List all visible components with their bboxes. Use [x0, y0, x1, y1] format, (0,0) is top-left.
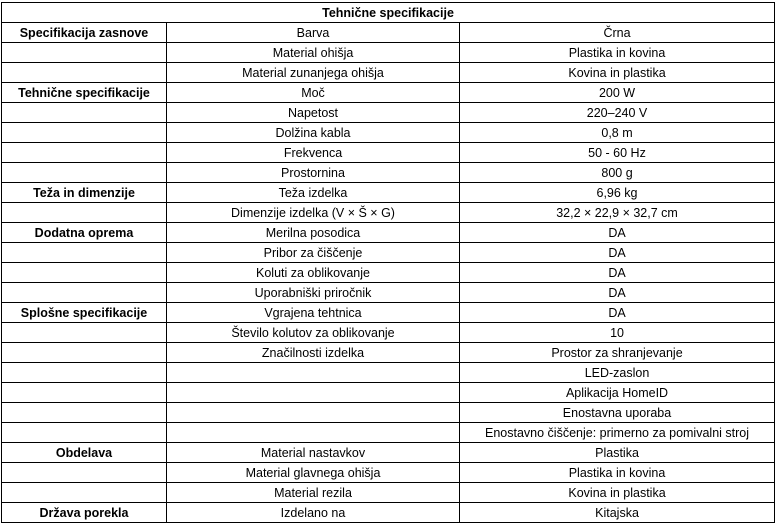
category-cell — [2, 323, 167, 343]
value-cell: DA — [460, 243, 775, 263]
value-cell: 200 W — [460, 83, 775, 103]
table-row — [2, 463, 775, 483]
table-row — [2, 343, 775, 363]
value-cell: DA — [460, 263, 775, 283]
table-row — [2, 403, 775, 423]
value-cell: 32,2 × 22,9 × 32,7 cm — [460, 203, 775, 223]
value-cell: 50 - 60 Hz — [460, 143, 775, 163]
property-cell — [167, 403, 460, 423]
table-row — [2, 123, 775, 143]
value-cell: 6,96 kg — [460, 183, 775, 203]
property-cell: Frekvenca — [167, 143, 460, 163]
property-cell: Barva — [167, 23, 460, 43]
category-cell — [2, 143, 167, 163]
table-header-row — [2, 3, 775, 23]
category-cell — [2, 383, 167, 403]
table-row — [2, 443, 775, 463]
category-cell — [2, 63, 167, 83]
category-cell: Specifikacija zasnove — [2, 23, 167, 43]
property-cell: Moč — [167, 83, 460, 103]
property-cell — [167, 423, 460, 443]
value-cell: Aplikacija HomeID — [460, 383, 775, 403]
value-cell: Kovina in plastika — [460, 483, 775, 503]
property-cell: Izdelano na — [167, 503, 460, 523]
property-cell — [167, 363, 460, 383]
table-row — [2, 283, 775, 303]
value-cell: Kitajska — [460, 503, 775, 523]
table-row — [2, 243, 775, 263]
value-cell: Enostavno čiščenje: primerno za pomivalni stroj — [460, 423, 775, 443]
value-cell: Črna — [460, 23, 775, 43]
value-cell: DA — [460, 223, 775, 243]
category-cell: Splošne specifikacije — [2, 303, 167, 323]
property-cell: Prostornina — [167, 163, 460, 183]
table-row — [2, 423, 775, 443]
category-cell: Tehnične specifikacije — [2, 83, 167, 103]
category-cell — [2, 283, 167, 303]
spec-table — [1, 2, 775, 523]
category-cell: Obdelava — [2, 443, 167, 463]
value-cell: 800 g — [460, 163, 775, 183]
property-cell: Koluti za oblikovanje — [167, 263, 460, 283]
property-cell: Vgrajena tehtnica — [167, 303, 460, 323]
value-cell: 220–240 V — [460, 103, 775, 123]
category-cell — [2, 243, 167, 263]
category-cell — [2, 123, 167, 143]
category-cell — [2, 423, 167, 443]
table-row — [2, 103, 775, 123]
category-cell — [2, 43, 167, 63]
property-cell: Napetost — [167, 103, 460, 123]
table-row — [2, 383, 775, 403]
table-row — [2, 163, 775, 183]
value-cell: 10 — [460, 323, 775, 343]
table-row — [2, 43, 775, 63]
category-cell — [2, 363, 167, 383]
property-cell: Material zunanjega ohišja — [167, 63, 460, 83]
property-cell: Teža izdelka — [167, 183, 460, 203]
spec-table-body — [2, 23, 775, 523]
category-cell — [2, 483, 167, 503]
category-cell — [2, 203, 167, 223]
table-row — [2, 143, 775, 163]
table-row — [2, 223, 775, 243]
property-cell: Material glavnega ohišja — [167, 463, 460, 483]
table-row — [2, 323, 775, 343]
category-cell — [2, 463, 167, 483]
category-cell: Dodatna oprema — [2, 223, 167, 243]
value-cell: DA — [460, 303, 775, 323]
property-cell: Material rezila — [167, 483, 460, 503]
property-cell: Dolžina kabla — [167, 123, 460, 143]
value-cell: 0,8 m — [460, 123, 775, 143]
category-cell — [2, 343, 167, 363]
category-cell — [2, 163, 167, 183]
table-row — [2, 183, 775, 203]
table-row — [2, 503, 775, 523]
table-row — [2, 203, 775, 223]
category-cell: Teža in dimenzije — [2, 183, 167, 203]
value-cell: Prostor za shranjevanje — [460, 343, 775, 363]
value-cell: LED-zaslon — [460, 363, 775, 383]
property-cell: Število kolutov za oblikovanje — [167, 323, 460, 343]
value-cell: Enostavna uporaba — [460, 403, 775, 423]
value-cell: Kovina in plastika — [460, 63, 775, 83]
category-cell — [2, 403, 167, 423]
table-row — [2, 263, 775, 283]
table-row — [2, 83, 775, 103]
table-row — [2, 483, 775, 503]
value-cell: Plastika — [460, 443, 775, 463]
property-cell: Značilnosti izdelka — [167, 343, 460, 363]
value-cell: Plastika in kovina — [460, 463, 775, 483]
property-cell — [167, 383, 460, 403]
value-cell: Plastika in kovina — [460, 43, 775, 63]
property-cell: Uporabniški priročnik — [167, 283, 460, 303]
property-cell: Merilna posodica — [167, 223, 460, 243]
property-cell: Pribor za čiščenje — [167, 243, 460, 263]
table-row — [2, 23, 775, 43]
table-row — [2, 363, 775, 383]
table-row — [2, 63, 775, 83]
property-cell: Material ohišja — [167, 43, 460, 63]
category-cell — [2, 263, 167, 283]
table-row — [2, 303, 775, 323]
property-cell: Material nastavkov — [167, 443, 460, 463]
property-cell: Dimenzije izdelka (V × Š × G) — [167, 203, 460, 223]
category-cell: Država porekla — [2, 503, 167, 523]
table-title: Tehnične specifikacije — [2, 3, 775, 23]
value-cell: DA — [460, 283, 775, 303]
category-cell — [2, 103, 167, 123]
